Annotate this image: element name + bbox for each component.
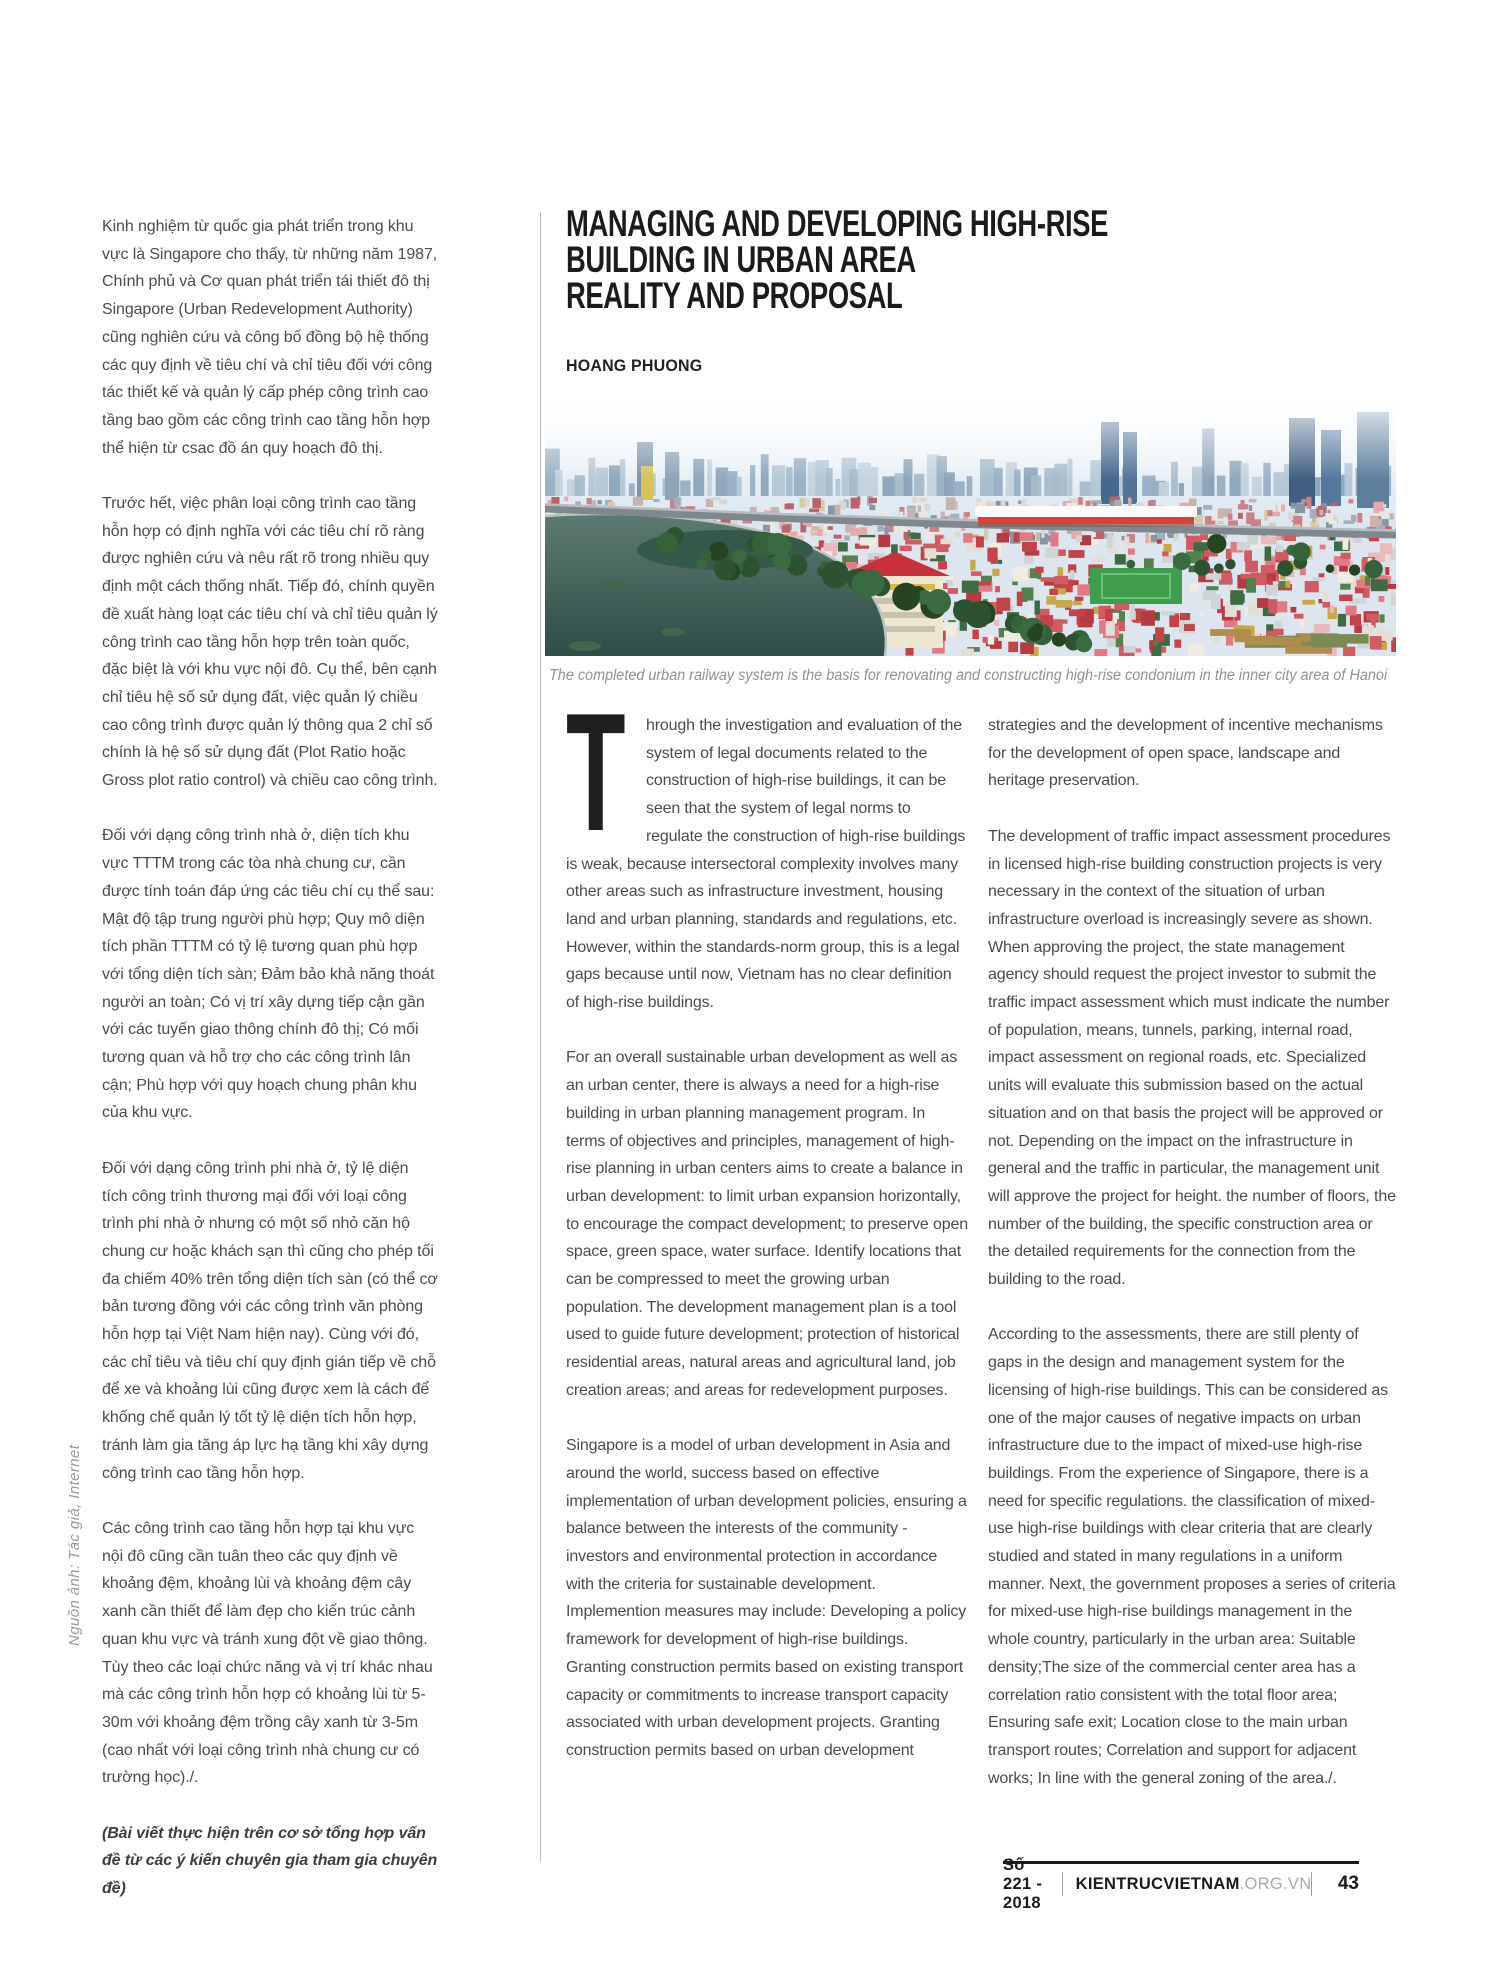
islet — [569, 641, 601, 651]
en-paragraph: The development of traffic impact assessment procedures in licensed high-rise building construction projects is very necessary in the context of the situation of urban infrastructure overload is increasingly severe as shown. When approving the project, the state management agency should request the project investor to submit the traffic impact assessment which must indicate the number of population, means, tunnels, parking, internal road, impact assessment on regional roads, etc. Specialized units will evaluate this submission based on the actual situation and on that basis the project will be approved or not. Depending on the impact on the infrastructure in general and the traffic in particular, the management unit will approve the project for height. the number of floors, the number of the building, the specific construction area or the detailed requirements for the connection from the building to the road. — [988, 827, 1396, 1289]
en-paragraph-text: hrough the investigation and evaluation of the system of legal documents related to the construction of high-rise buildings, it can be seen that the system of legal norms to regulate the construction of high-rise buildings is weak, because intersectoral complexity involves many other areas such as infrastructure investment, housing land and urban planning, standards and regulations, etc. However, within the standards-norm group, this is a legal gaps because until now, Vietnam has no clear definition of high-rise buildings. — [566, 717, 966, 1012]
photo-credit-vertical: Nguồn ảnh: Tác giả, Internet — [66, 1444, 83, 1646]
page-footer — [1003, 1855, 1359, 1912]
vn-paragraph: Kinh nghiệm từ quốc gia phát triển trong khu vực là Singapore cho thấy, từ những năm 1987, Chính phủ và Cơ quan phát triển tái thiết đô thị Singapore (Urban Redevelopment Authority) cũng nghiên cứu và công bố đồng bộ hệ thống các quy định về tiêu chí và chỉ tiêu đối với công tác thiết kế và quản lý cấp phép công trình cao tầng bao gồm các công trình cao tầng hỗn hợp thể hiện từ csac đồ án quy hoạch đô thị. — [102, 218, 438, 457]
editorial-note: (Bài viết thực hiện trên cơ sở tổng hợp vấn đề từ các ý kiến chuyên gia tham gia chuyên đề) — [102, 1824, 438, 1898]
en-paragraph — [566, 678, 968, 1017]
en-paragraph: For an overall sustainable urban development as well as an urban center, there is always a need for a high-rise building in urban planning management program. In terms of objectives and principles, management of high-rise planning in urban centers aims to create a balance in urban development: to limit urban expansion horizontally, to encourage the compact development; to preserve open space, green space, water surface. Identify locations that can be compressed to meet the growing urban population. The development management plan is a tool used to guide future development; protection of historical residential areas, natural areas and agricultural land, job creation areas; and areas for redevelopment purposes. — [566, 1049, 968, 1399]
article-photo — [545, 400, 1396, 656]
website-name: KIENTRUCVIETNAM — [1075, 1874, 1240, 1893]
en-paragraph: Singapore is a model of urban development in Asia and around the world, success based on effective implementation of urban development policies, ensuring a balance between the interests of the community - investors and environmental protection in accordance with the criteria for sustainable development. Implemention measures may include: Developing a policy framework for development of high-rise buildings. Granting construction permits based on existing transport capacity or commitments to increase transport capacity associated with urban development projects. Granting construction permits based on urban development — [566, 1437, 967, 1759]
english-column-1 — [566, 678, 968, 1792]
en-paragraph: strategies and the development of incentive mechanisms for the development of open space, landscape and heritage preservation. — [988, 717, 1383, 790]
title-line-1: MANAGING AND DEVELOPING HIGH-RISE — [566, 203, 1109, 244]
website-domain: .ORG.VN — [1239, 1874, 1312, 1893]
page-number: 43 — [1337, 1873, 1359, 1894]
title-line-3: REALITY AND PROPOSAL — [566, 275, 903, 316]
islet — [599, 582, 627, 590]
vn-paragraph: Đối với dạng công trình phi nhà ở, tỷ lệ diện tích công trình thương mại đối với loại công trình phi nhà ở nhưng có một số nhỏ căn hộ chung cư hoặc khách sạn thì cũng cho phép tối đa chiếm 40% trên tổng diện tích sàn (có thể cơ bản tương đồng với các công trình văn phòng hỗn hợp tại Việt Nam hiện nay). Cùng với đó, các chỉ tiêu và tiêu chí quy định gián tiếp về chỗ để xe và khoảng lùi cũng được xem là cách để khống chế quản lý tốt tỷ lệ diện tích hỗn hợp, tránh làm gia tăng áp lực hạ tầng khi xây dựng công trình cao tầng hỗn hợp. — [102, 1159, 438, 1482]
title-line-2: BUILDING IN URBAN AREA — [566, 239, 916, 280]
footer-rule — [1003, 1861, 1359, 1864]
railway-station — [975, 506, 1197, 527]
dropcap-letter: T — [566, 678, 626, 866]
author-byline: HOANG PHUONG — [566, 356, 703, 375]
vn-paragraph: Các công trình cao tầng hỗn hợp tại khu vực nội đô cũng cần tuân theo các quy định về khoảng đệm, khoảng lùi và khoảng đệm cây xanh cần thiết để làm đẹp cho kiến trúc cảnh quan khu vực và tránh xung đột về giao thông. Tùy theo các loại chức năng và vị trí khác nhau mà các công trình hỗn hợp có khoảng lùi từ 5-30m với khoảng đệm trồng cây xanh từ 3-5m (cao nhất với loại công trình nhà chung cư có trường học)./. — [102, 1519, 433, 1787]
article-title — [566, 203, 1109, 316]
vn-paragraph: Trước hết, việc phân loại công trình cao tầng hỗn hợp có định nghĩa với các tiêu chí rõ ràng được nghiên cứu và nêu rất rõ trong nhiều quy định một cách thống nhất. Tiếp đó, chính quyền đề xuất hàng loạt các tiêu chí và chỉ tiêu quản lý công trình cao tầng hỗn hợp trên toàn quốc, đặc biệt là với khu vực nội đô. Cụ thể, bên cạnh chỉ tiêu hệ số sử dụng đất, việc quản lý chiều cao công trình được quản lý thông qua 2 chỉ số chính là hệ số sử dụng đất (Plot Ratio hoặc Gross plot ratio control) và chiều cao công trình. — [102, 495, 438, 790]
issue-number: Số 221 - 2018 — [1003, 1855, 1043, 1912]
en-paragraph: According to the assessments, there are still plenty of gaps in the design and management system for the licensing of high-rise buildings. This can be considered as one of the major causes of negative impacts on urban infrastructure due to the impact of mixed-use high-rise buildings. From the experience of Singapore, there is a need for specific regulations. the classification of mixed-use high-rise buildings with clear criteria that are clearly studied and stated in many regulations in a uniform manner. Next, the government proposes a series of criteria for mixed-use high-rise buildings management in the whole country, particularly in the urban area: Suitable density;The size of the commercial center area has a correlation ratio consistent with the total floor area; Ensuring safe exit; Location close to the main urban transport routes; Correlation and support for adjacent works; In line with the general zoning of the area./. — [988, 1326, 1396, 1787]
haze — [545, 400, 1396, 480]
vn-paragraph: Đối với dạng công trình nhà ở, diện tích khu vực TTTM trong các tòa nhà chung cư, cần được tính toán đáp ứng các tiêu chí cụ thể sau: Mật độ tập trung người phù hợp; Quy mô diện tích phần TTTM có tỷ lệ tương quan phù hợp với tổng diện tích sàn; Đảm bảo khả năng thoát người an toàn; Có vị trí xây dựng tiếp cận gần với các tuyến giao thông chính đô thị; Có mối tương quan và hỗ trợ cho các công trình lân cận; Phù hợp với quy hoạch chung phân khu của khu vực. — [102, 827, 435, 1122]
column-divider-rule — [540, 212, 541, 1862]
english-column-2 — [988, 712, 1396, 1820]
website — [1076, 1875, 1312, 1894]
hanoi-aerial-illustration — [545, 400, 1396, 656]
vietnamese-column — [102, 213, 438, 1931]
islet — [661, 628, 685, 636]
photo-caption: The completed urban railway system is the basis for renovating and constructing high-rise condonium in the inner city area of Hanoi — [549, 667, 1388, 684]
